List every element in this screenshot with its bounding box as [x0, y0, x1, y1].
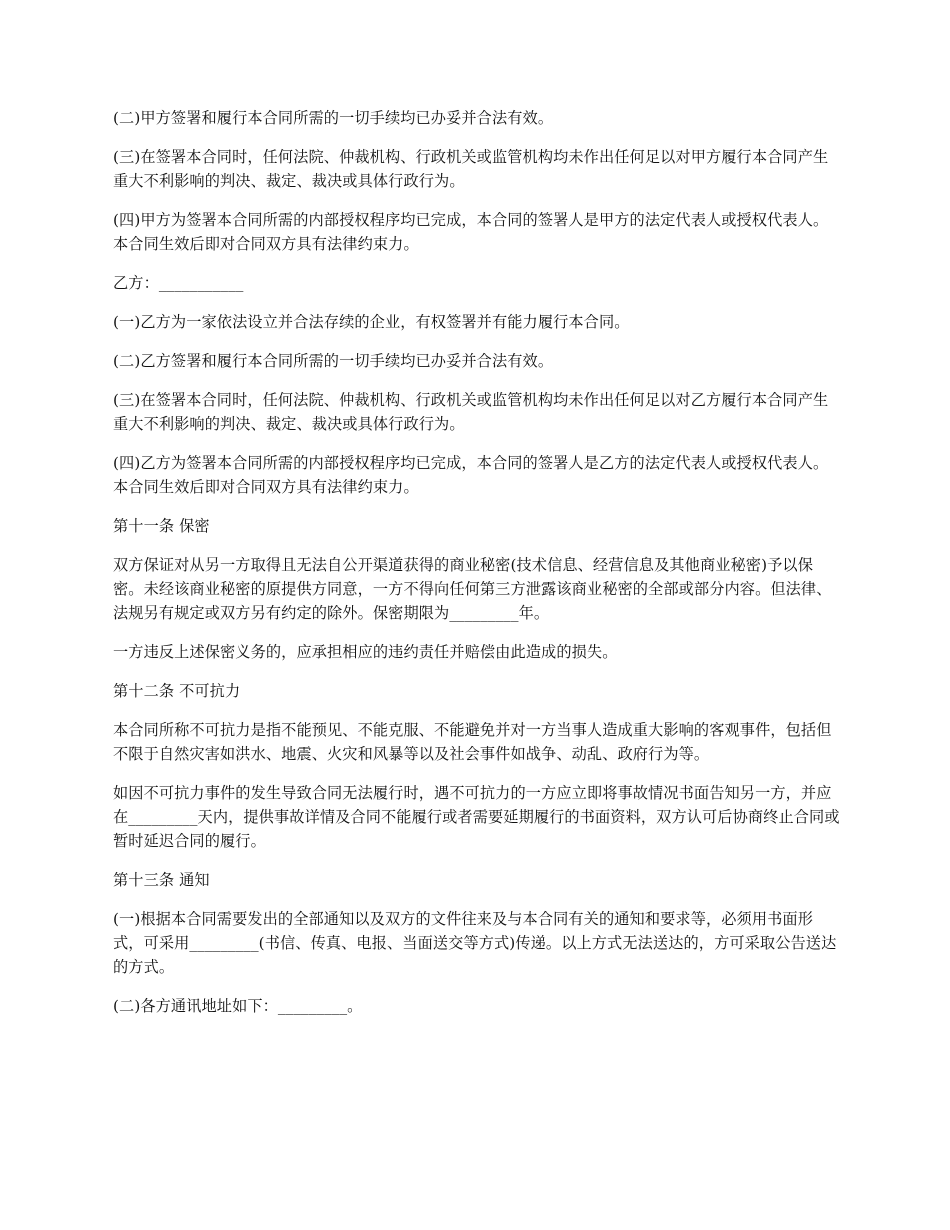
heading-article-13: 第十三条 通知 [113, 871, 210, 889]
paragraph-notice-clause-2: (二)各方通讯地址如下：_________。 [113, 997, 363, 1015]
paragraph-party-b-clause-1: (一)乙方为一家依法设立并合法存续的企业，有权签署并有能力履行本合同。 [113, 313, 630, 331]
paragraph-confidentiality-breach: 一方违反上述保密义务的，应承担相应的违约责任并赔偿由此造成的损失。 [113, 643, 618, 661]
document-page [113, 106, 841, 1033]
paragraph-party-a-clause-3: (三)在签署本合同时，任何法院、仲裁机构、行政机关或监管机构均未作出任何足以对甲方履行本合同产生重大不利影响的判决、裁定、裁决或具体行政行为。 [113, 148, 829, 190]
heading-article-11: 第十一条 保密 [113, 517, 210, 535]
paragraph-party-a-clause-4: (四)甲方为签署本合同所需的内部授权程序均已完成，本合同的签署人是甲方的法定代表人或授权代表人。本合同生效后即对合同双方具有法律约束力。 [113, 211, 829, 253]
paragraph-party-b-clause-2: (二)乙方签署和履行本合同所需的一切手续均已办妥并合法有效。 [113, 352, 554, 370]
paragraph-party-b-clause-3: (三)在签署本合同时，任何法院、仲裁机构、行政机关或监管机构均未作出任何足以对乙方履行本合同产生重大不利影响的判决、裁定、裁决或具体行政行为。 [113, 391, 829, 433]
heading-article-12: 第十二条 不可抗力 [113, 682, 241, 700]
paragraph-confidentiality: 双方保证对从另一方取得且无法自公开渠道获得的商业秘密(技术信息、经营信息及其他商业秘密)予以保密。未经该商业秘密的原提供方同意，一方不得向任何第三方泄露该商业秘密的全部或部分内容。但法律、法规另有规定或双方另有约定的除外。保密期限为_________年。 [113, 556, 832, 622]
party-b-label: 乙方：___________ [113, 274, 244, 292]
paragraph-notice-clause-1: (一)根据本合同需要发出的全部通知以及双方的文件往来及与本合同有关的通知和要求等，必须用书面形式，可采用_________(书信、传真、电报、当面送交等方式)传递。以上方式无法送达的，方可采取公告送达的方式。 [113, 910, 837, 976]
paragraph-force-majeure-notice: 如因不可抗力事件的发生导致合同无法履行时，遇不可抗力的一方应立即将事故情况书面告知另一方，并应在_________天内，提供事故详情及合同不能履行或者需要延期履行的书面资料，双方认可后协商终止合同或暂时延迟合同的履行。 [113, 784, 840, 850]
paragraph-party-a-clause-2: (二)甲方签署和履行本合同所需的一切手续均已办妥并合法有效。 [113, 109, 554, 127]
paragraph-force-majeure-definition: 本合同所称不可抗力是指不能预见、不能克服、不能避免并对一方当事人造成重大影响的客观事件，包括但不限于自然灾害如洪水、地震、火灾和风暴等以及社会事件如战争、动乱、政府行为等。 [113, 721, 832, 763]
paragraph-party-b-clause-4: (四)乙方为签署本合同所需的内部授权程序均已完成，本合同的签署人是乙方的法定代表人或授权代表人。本合同生效后即对合同双方具有法律约束力。 [113, 454, 829, 496]
